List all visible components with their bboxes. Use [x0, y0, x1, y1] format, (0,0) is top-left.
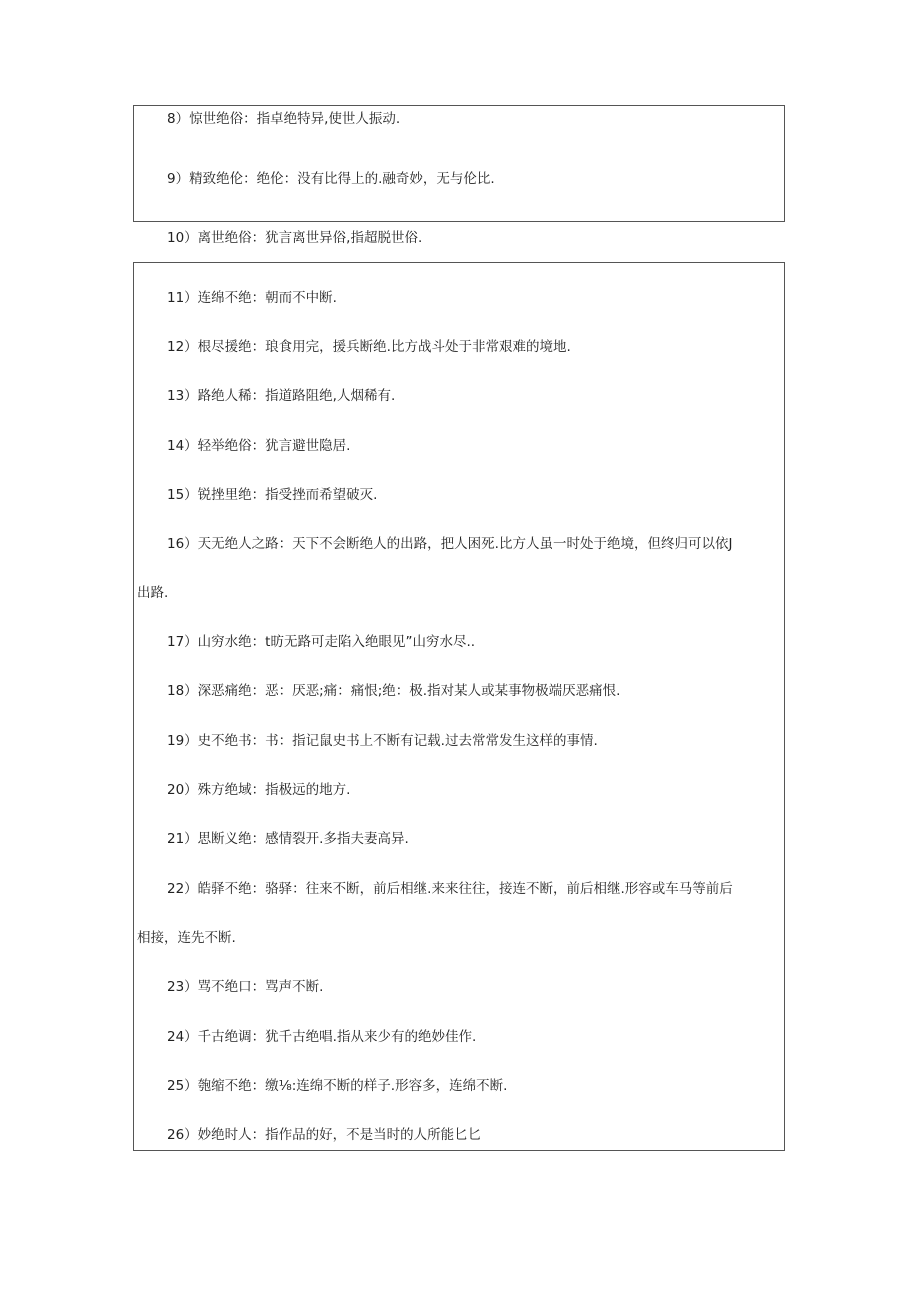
entry-text: 15）锐挫里绝：指受挫而希望破灭.	[167, 487, 378, 503]
entry-text: 出路.	[137, 585, 169, 601]
entry-text: 23）骂不绝口：骂声不断.	[167, 979, 324, 995]
entry-text: 16）天无绝人之路：天下不会断绝人的出路，把人困死.比方人虽一时处于绝境，但终归可以依J	[167, 536, 733, 552]
entry-text: 14）轻举绝俗：犹言避世隐居.	[167, 438, 351, 454]
entry-text: 13）路绝人稀：指道路阻绝,人烟稀有.	[167, 388, 396, 404]
entry-text: 8）惊世绝俗：指卓绝特异,使世人振动.	[167, 111, 401, 127]
entry-text: 9）精致绝伦：绝伦：没有比得上的.融奇妙，无与伦比.	[167, 171, 495, 187]
entry-text: 10）离世绝俗：犹言离世异俗,指超脱世俗.	[167, 230, 423, 246]
entry-text: 21）思断义绝：感情裂开.多指夫妻高异.	[167, 831, 409, 847]
entry-text: 22）皓驿不绝：骆驿：往来不断，前后相继.来来往往，接连不断，前后相继.形容或车马等前后	[167, 881, 733, 897]
entry-text: 24）千古绝调：犹千古绝唱.指从来少有的绝妙佳作.	[167, 1029, 477, 1045]
entry-text: 19）史不绝书：书：指记鼠史书上不断有记载.过去常常发生这样的事情.	[167, 733, 598, 749]
entry-text: 26）妙绝时人：指作品的好，不是当时的人所能匕匕	[167, 1127, 482, 1143]
entry-text: 相接，连先不断.	[137, 930, 236, 946]
entry-text: 25）匏缩不绝：缴⅛:连绵不断的样子.形容多，连绵不断.	[167, 1078, 508, 1094]
entry-text: 18）深恶痛绝：恶：厌恶;痛：痛恨;绝：极.指对某人或某事物极端厌恶痛恨.	[167, 683, 621, 699]
entry-text: 20）殊方绝域：指极远的地方.	[167, 782, 351, 798]
entry-text: 12）根尽援绝：琅食用完，援兵断绝.比方战斗处于非常艰难的境地.	[167, 339, 571, 355]
entry-text: 11）连绵不绝：朝而不中断.	[167, 290, 337, 306]
entry-text: 17）山穷水绝：t昉无路可走陷入绝眼见”山穷水尽..	[167, 634, 476, 650]
